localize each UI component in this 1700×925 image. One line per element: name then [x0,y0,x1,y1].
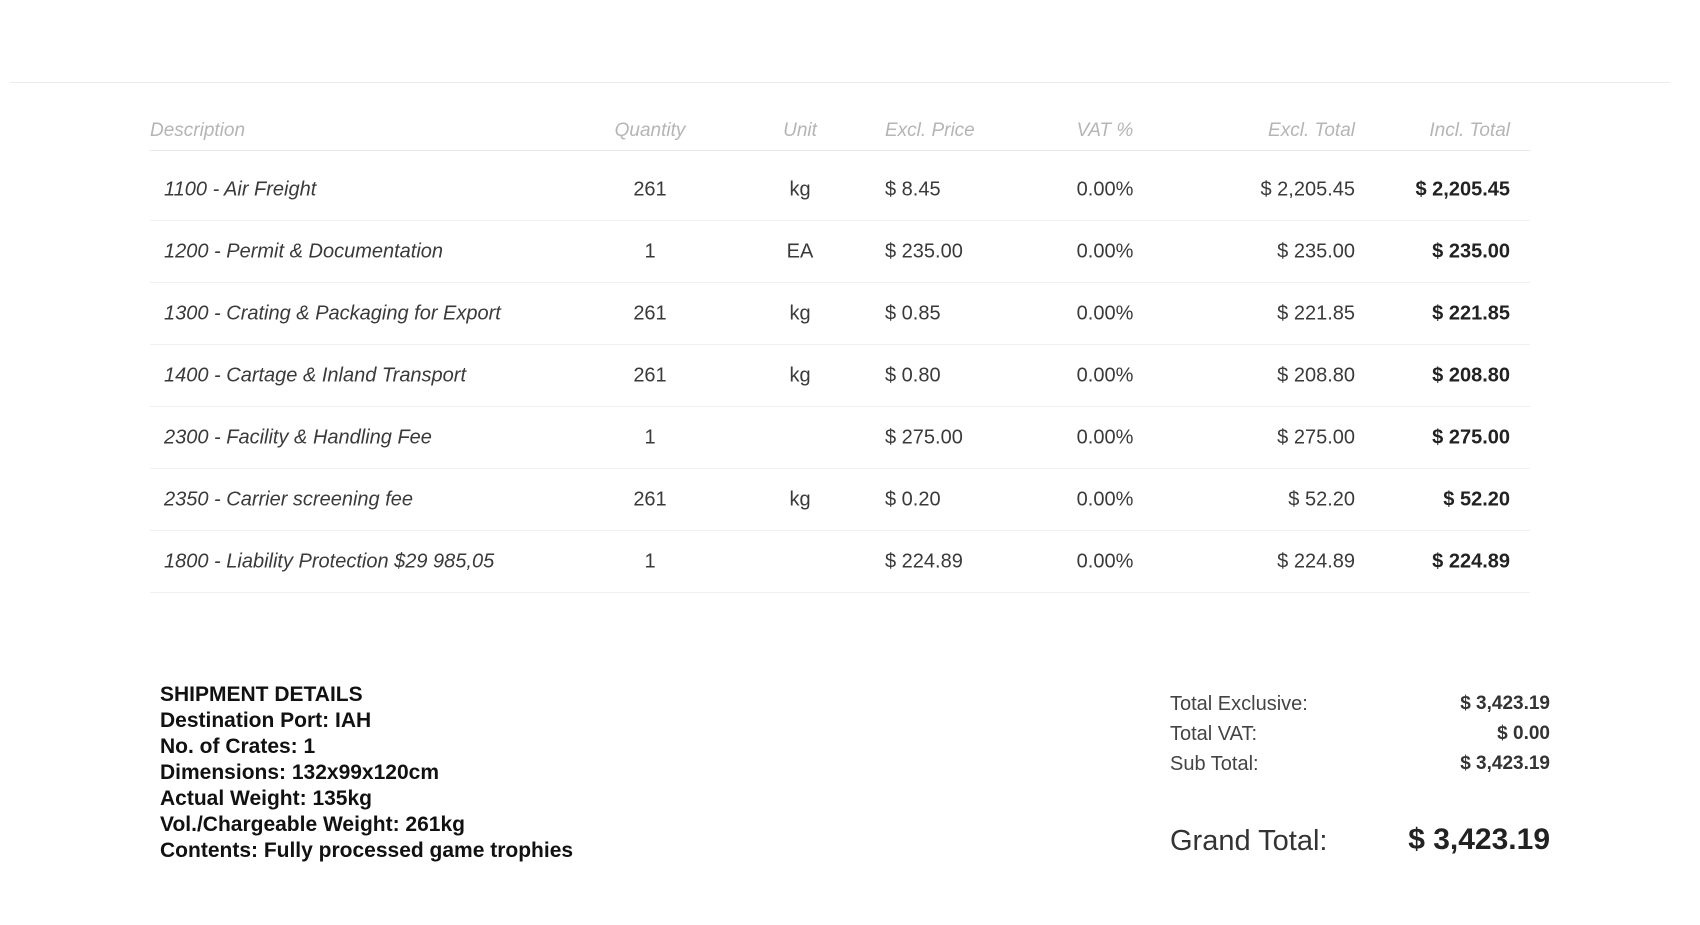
row-incl-total: $ 208.80 [1432,364,1510,386]
row-incl-total: $ 275.00 [1432,426,1510,448]
row-excl-total: $ 52.20 [1288,488,1355,510]
row-excl-price: $ 0.20 [885,488,941,510]
table-row [150,531,1530,593]
row-description: 1200 - Permit & Documentation [164,240,444,262]
row-excl-total: $ 275.00 [1277,426,1355,448]
row-quantity: 261 [633,364,667,386]
total-vat-row [1170,723,1550,753]
row-vat: 0.00% [1076,240,1134,262]
shipment-crates: No. of Crates: 1 [160,735,316,758]
row-description: 1400 - Cartage & Inland Transport [164,364,467,386]
header-vat: VAT % [1076,120,1134,141]
row-quantity: 261 [633,488,667,510]
row-description: 1800 - Liability Protection $29 985,05 [164,550,495,572]
row-unit: kg [789,364,811,386]
row-description: 1100 - Air Freight [164,178,317,200]
total-exclusive-label: Total Exclusive: [1170,693,1308,715]
shipment-contents: Contents: Fully processed game trophies [160,839,574,862]
line-items-table [150,112,1530,593]
row-vat: 0.00% [1076,550,1134,572]
row-vat: 0.00% [1076,364,1134,386]
table-row [150,283,1530,345]
row-excl-total: $ 221.85 [1277,302,1355,324]
header-unit: Unit [783,120,817,141]
shipment-details [160,682,573,864]
table-row [150,407,1530,469]
table-row [150,469,1530,531]
sub-total-label: Sub Total: [1170,753,1259,775]
table-header [150,112,1530,151]
row-quantity: 261 [633,302,667,324]
row-unit: kg [789,302,811,324]
row-excl-price: $ 0.85 [885,302,941,324]
row-description: 1300 - Crating & Packaging for Export [164,302,501,324]
shipment-destination-port: Destination Port: IAH [160,709,372,732]
row-incl-total: $ 221.85 [1432,302,1510,324]
grand-total-label: Grand Total: [1170,825,1328,857]
row-incl-total: $ 224.89 [1432,550,1510,572]
row-excl-total: $ 224.89 [1277,550,1355,572]
table-row [150,159,1530,221]
row-quantity: 1 [644,550,656,572]
row-excl-total: $ 208.80 [1277,364,1355,386]
shipment-title: SHIPMENT DETAILS [160,683,363,706]
row-description: 2300 - Facility & Handling Fee [164,426,432,448]
sub-total-row [1170,753,1550,783]
row-vat: 0.00% [1076,302,1134,324]
row-excl-total: $ 2,205.45 [1260,178,1355,200]
row-excl-price: $ 235.00 [885,240,963,262]
grand-total-row [1170,819,1550,865]
row-incl-total: $ 2,205.45 [1415,178,1510,200]
grand-total-value: $ 3,423.19 [1408,823,1550,856]
row-incl-total: $ 52.20 [1443,488,1510,510]
row-excl-price: $ 0.80 [885,364,941,386]
total-exclusive-row [1170,693,1550,723]
row-vat: 0.00% [1076,178,1134,200]
table-row [150,221,1530,283]
row-excl-price: $ 224.89 [885,550,963,572]
row-unit: kg [789,178,811,200]
shipment-actual-weight: Actual Weight: 135kg [160,787,372,810]
total-vat-label: Total VAT: [1170,723,1258,745]
row-quantity: 261 [633,178,667,200]
shipment-chargeable-weight: Vol./Chargeable Weight: 261kg [160,813,465,836]
shipment-dimensions: Dimensions: 132x99x120cm [160,761,439,784]
row-excl-total: $ 235.00 [1277,240,1355,262]
sub-total-value: $ 3,423.19 [1460,753,1550,774]
total-exclusive-value: $ 3,423.19 [1460,693,1550,714]
total-vat-value: $ 0.00 [1497,723,1550,744]
header-excl-total: Excl. Total [1268,120,1355,141]
row-unit: EA [786,240,814,262]
row-unit: kg [789,488,811,510]
top-divider [10,82,1670,83]
header-excl-price: Excl. Price [885,120,975,141]
row-quantity: 1 [644,240,656,262]
row-excl-price: $ 275.00 [885,426,963,448]
table-row [150,345,1530,407]
row-quantity: 1 [644,426,656,448]
row-vat: 0.00% [1076,426,1134,448]
header-incl-total: Incl. Total [1429,120,1510,141]
row-incl-total: $ 235.00 [1432,240,1510,262]
row-description: 2350 - Carrier screening fee [164,488,414,510]
header-quantity: Quantity [614,120,686,141]
row-vat: 0.00% [1076,488,1134,510]
totals-summary [1170,693,1550,865]
row-excl-price: $ 8.45 [885,178,941,200]
header-description: Description [150,120,246,141]
